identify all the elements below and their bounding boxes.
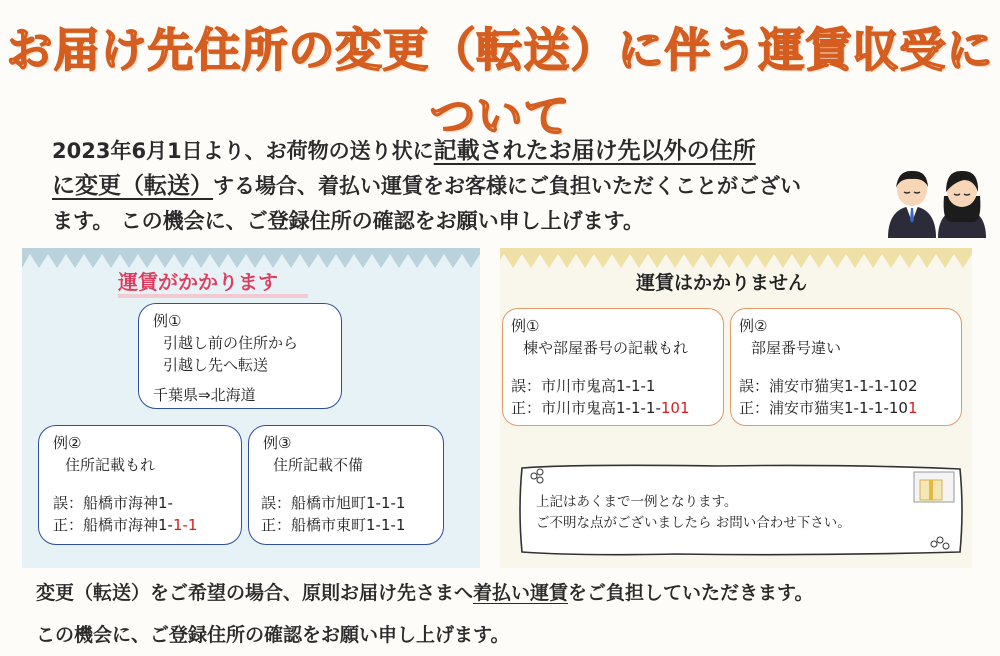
charged-heading: 運賃がかかります	[118, 270, 278, 294]
woman-icon	[938, 171, 986, 238]
example-label: 例③	[263, 434, 292, 452]
example-label: 例②	[739, 317, 768, 335]
charged-example-2	[38, 425, 242, 545]
man-icon	[888, 171, 936, 238]
example-label: 例①	[511, 317, 540, 335]
free-heading: 運賃はかかりません	[636, 272, 808, 294]
correct-address: 正：船橋市海神1-1-1	[53, 516, 198, 534]
bottom-line-1: 変更（転送）をご希望の場合、原則お届け先さまへ着払い運賃をご負担していただきます。	[36, 582, 814, 604]
gift-box-icon	[914, 472, 954, 502]
intro-p1-em: 記載されたお届け先以外の住所	[433, 138, 756, 164]
intro-p2-em: に変更（転送）	[52, 173, 213, 199]
wrong-address: 誤：船橋市海神1-	[53, 494, 173, 512]
correct-address: 正：船橋市東町1-1-1	[261, 516, 406, 534]
example-route: 千葉県⇒北海道	[153, 386, 256, 404]
note-line-2: ご不明な点がございましたら お問い合わせ下さい。	[536, 515, 851, 531]
free-example-1	[502, 308, 724, 426]
wrong-address: 誤：浦安市猫実1-1-1-102	[739, 377, 918, 395]
intro-p1: 2023年6月1日より、お荷物の送り状に	[52, 139, 434, 163]
correct-address: 正：浦安市猫実1-1-1-101	[739, 399, 918, 417]
free-example-2	[730, 308, 962, 426]
example-desc: 住所記載もれ	[65, 456, 156, 474]
charged-example-1	[138, 303, 342, 409]
correct-address: 正：市川市鬼高1-1-1-101	[511, 399, 690, 417]
intro-p2: する場合、着払い運賃をお客様にご負担いただくことがござい	[213, 174, 801, 198]
page-title: お届け先住所の変更（転送）に伴う運賃収受について	[6, 23, 994, 143]
example-desc: 住所記載不備	[273, 456, 364, 474]
example-desc: 引越し前の住所から	[163, 334, 299, 352]
wrong-address: 誤：船橋市旭町1-1-1	[261, 494, 406, 512]
example-desc: 棟や部屋番号の記載もれ	[523, 339, 689, 357]
panel-zigzag-border	[500, 248, 972, 270]
note-text	[536, 492, 851, 534]
intro-text	[52, 134, 882, 239]
note-line-1: 上記はあくまで一例となります。	[536, 494, 738, 510]
cod-fee-emphasis: 着払い運賃	[473, 582, 569, 604]
bottom-line-2: この機会に、ご登録住所の確認をお願い申し上げます。	[36, 624, 510, 646]
wrong-address: 誤：市川市鬼高1-1-1	[511, 377, 656, 395]
bowing-staff-illustration	[880, 160, 992, 238]
example-label: 例①	[153, 312, 182, 330]
charged-example-3	[248, 425, 444, 545]
example-desc: 部屋番号違い	[751, 339, 842, 357]
intro-p3: ます。 この機会に、ご登録住所の確認をお願い申し上げます。	[52, 209, 644, 233]
example-desc: 引越し先へ転送	[163, 356, 269, 374]
example-label: 例②	[53, 434, 82, 452]
